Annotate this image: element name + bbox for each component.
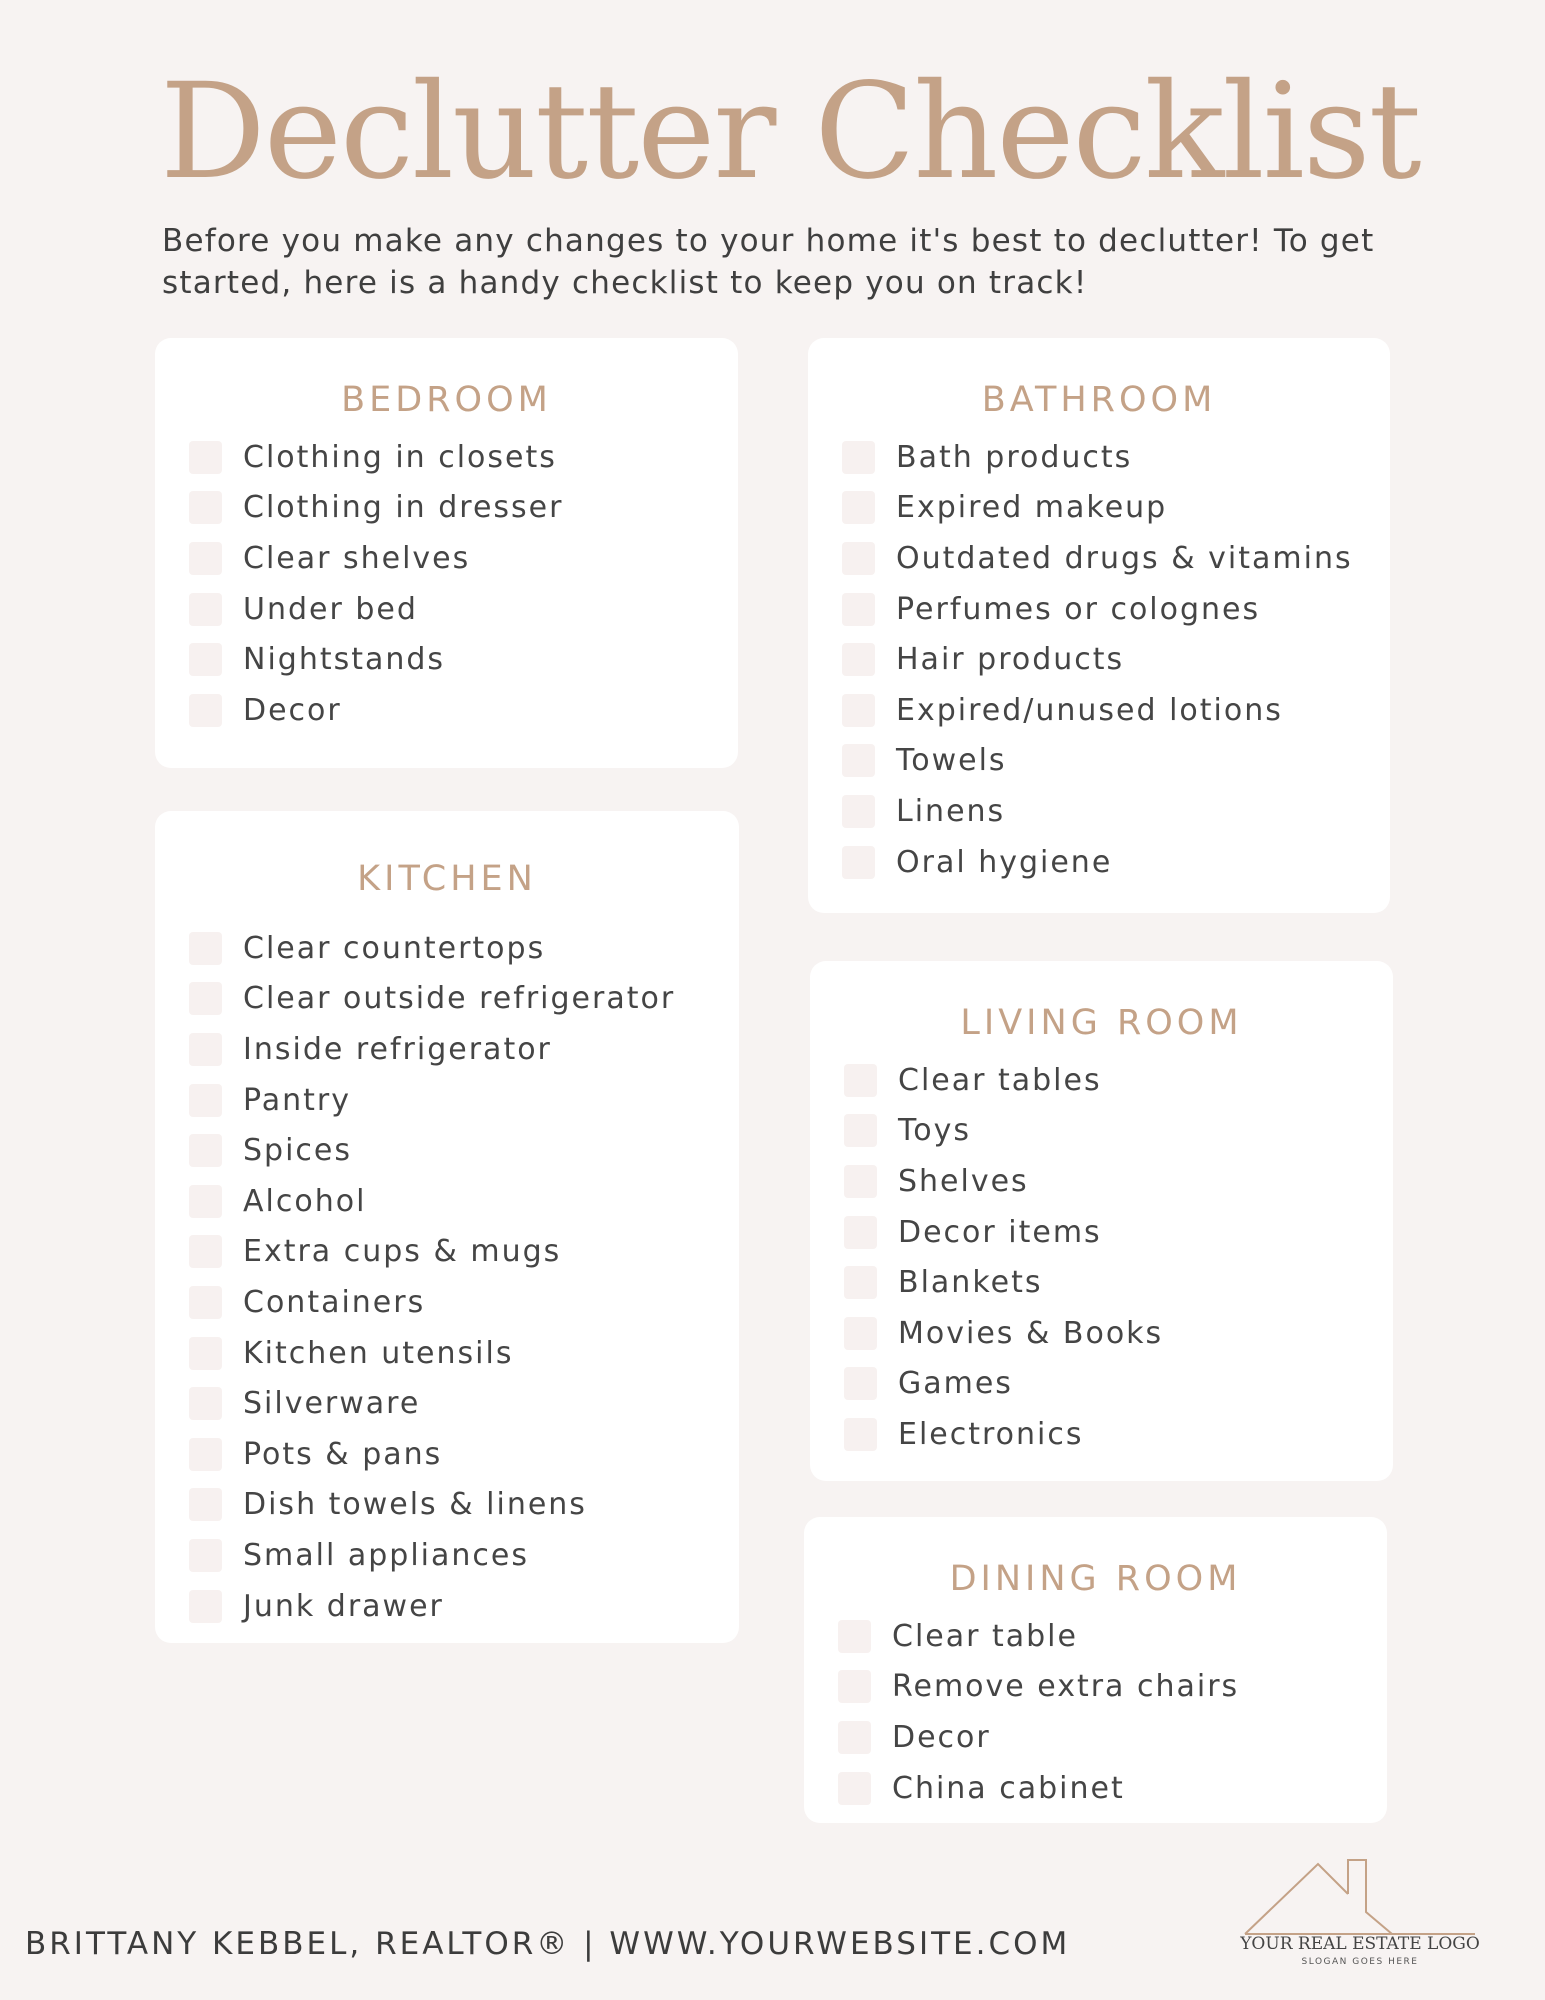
- checklist-item-label: Clothing in dresser: [243, 490, 564, 526]
- checkbox[interactable]: [189, 1084, 222, 1117]
- checklist-item-label: Pots & pans: [243, 1436, 443, 1472]
- checklist-item[interactable]: [844, 1106, 1163, 1157]
- checklist-item[interactable]: [842, 837, 1353, 888]
- checkbox[interactable]: [189, 1539, 222, 1572]
- checklist-item[interactable]: [844, 1308, 1163, 1359]
- checklist-item[interactable]: [189, 1328, 675, 1379]
- checklist-item[interactable]: [189, 483, 563, 534]
- dining-room-card: [804, 1517, 1387, 1823]
- checklist-item[interactable]: [189, 1176, 675, 1227]
- checklist-item-label: Under bed: [243, 591, 418, 627]
- checkbox[interactable]: [189, 932, 222, 965]
- section-heading: BEDROOM: [341, 380, 552, 420]
- checklist-item[interactable]: [844, 1359, 1163, 1410]
- checkbox[interactable]: [189, 441, 222, 474]
- checklist-item-label: Clear table: [892, 1618, 1078, 1654]
- checklist-item[interactable]: [844, 1409, 1163, 1460]
- checklist-item[interactable]: [844, 1257, 1163, 1308]
- checkbox[interactable]: [189, 1134, 222, 1167]
- checklist-item[interactable]: [838, 1611, 1239, 1662]
- checkbox[interactable]: [838, 1772, 871, 1805]
- checklist-item[interactable]: [844, 1156, 1163, 1207]
- checkbox[interactable]: [842, 593, 875, 626]
- checklist-item-label: Clear outside refrigerator: [243, 981, 676, 1017]
- checkbox[interactable]: [189, 982, 222, 1015]
- page-title: Declutter Checklist: [160, 55, 1420, 209]
- checklist-item-label: Shelves: [898, 1163, 1029, 1199]
- checklist-item-label: Movies & Books: [898, 1315, 1164, 1351]
- checklist-item[interactable]: [838, 1763, 1239, 1814]
- checklist: [189, 923, 675, 1631]
- checkbox[interactable]: [189, 1286, 222, 1319]
- checkbox[interactable]: [189, 542, 222, 575]
- logo-slogan: SLOGAN GOES HERE: [1301, 1957, 1419, 1967]
- checklist-item-label: Games: [898, 1366, 1013, 1402]
- checklist-item[interactable]: [189, 634, 563, 685]
- checklist-item[interactable]: [189, 1378, 675, 1429]
- checklist: [838, 1611, 1239, 1813]
- checklist-item-label: Perfumes or colognes: [896, 591, 1261, 627]
- checkbox[interactable]: [838, 1670, 871, 1703]
- checklist-item-label: Inside refrigerator: [243, 1031, 552, 1067]
- checklist-item[interactable]: [842, 584, 1353, 635]
- checklist-item-label: Clear countertops: [243, 930, 546, 966]
- checklist-item[interactable]: [189, 1277, 675, 1328]
- checklist-item[interactable]: [842, 736, 1353, 787]
- checklist-item-label: Pantry: [243, 1082, 351, 1118]
- checklist-item[interactable]: [842, 432, 1353, 483]
- checklist: [844, 1055, 1163, 1460]
- checkbox[interactable]: [844, 1165, 877, 1198]
- checklist-item-label: Clear shelves: [243, 540, 471, 576]
- checklist-item-label: Clothing in closets: [243, 439, 557, 475]
- checkbox[interactable]: [842, 542, 875, 575]
- checklist-item-label: Blankets: [898, 1265, 1043, 1301]
- checklist-item[interactable]: [189, 923, 675, 974]
- checklist-item-label: Dish towels & linens: [243, 1487, 587, 1523]
- checklist-item-label: Extra cups & mugs: [243, 1234, 562, 1270]
- checklist-item[interactable]: [189, 1530, 675, 1581]
- checkbox[interactable]: [844, 1367, 877, 1400]
- checklist-item[interactable]: [842, 685, 1353, 736]
- checkbox[interactable]: [189, 1337, 222, 1370]
- checklist-item[interactable]: [189, 1227, 675, 1278]
- checklist-item[interactable]: [189, 1480, 675, 1531]
- checklist-item[interactable]: [189, 584, 563, 635]
- checkbox[interactable]: [842, 491, 875, 524]
- checklist-item[interactable]: [189, 1075, 675, 1126]
- checklist-item-label: Kitchen utensils: [243, 1335, 514, 1371]
- checklist-item-label: Hair products: [896, 642, 1125, 678]
- logo-name: YOUR REAL ESTATE LOGO: [1240, 1934, 1480, 1954]
- checkbox[interactable]: [842, 846, 875, 879]
- checklist-item-label: Expired makeup: [896, 490, 1168, 526]
- checkbox[interactable]: [838, 1721, 871, 1754]
- checkbox[interactable]: [842, 694, 875, 727]
- checklist-item-label: Small appliances: [243, 1537, 529, 1573]
- checklist-item-label: Decor: [892, 1719, 991, 1755]
- checkbox[interactable]: [844, 1216, 877, 1249]
- bathroom-card: [808, 338, 1390, 913]
- checklist-item[interactable]: [842, 786, 1353, 837]
- footer-contact: BRITTANY KEBBEL, REALTOR® | WWW.YOURWEBSITE.COM: [25, 1926, 1071, 1962]
- checkbox[interactable]: [842, 795, 875, 828]
- checklist-item[interactable]: [189, 1581, 675, 1632]
- checklist: [189, 432, 563, 736]
- section-heading: LIVING ROOM: [960, 1003, 1243, 1043]
- checklist-item[interactable]: [189, 533, 563, 584]
- bedroom-card: [155, 338, 738, 768]
- checklist-item[interactable]: [844, 1207, 1163, 1258]
- checklist-item-label: Spices: [243, 1133, 353, 1169]
- checkbox[interactable]: [189, 643, 222, 676]
- section-heading: DINING ROOM: [949, 1559, 1242, 1599]
- intro-text: Before you make any changes to your home it's best to declutter! To get started, here is a handy checklist to keep you on track!: [162, 223, 1375, 301]
- checklist-item-label: Outdated drugs & vitamins: [896, 540, 1353, 576]
- checklist-item-label: Remove extra chairs: [892, 1669, 1240, 1705]
- checklist-item[interactable]: [189, 1024, 675, 1075]
- checklist-item-label: Nightstands: [243, 642, 446, 678]
- checklist-item[interactable]: [189, 432, 563, 483]
- checklist-item-label: Linens: [896, 793, 1006, 829]
- checklist-item-label: Silverware: [243, 1386, 421, 1422]
- checklist-item-label: Towels: [896, 743, 1007, 779]
- checklist-item[interactable]: [838, 1662, 1239, 1713]
- section-heading: KITCHEN: [357, 859, 537, 899]
- kitchen-card: [155, 811, 739, 1643]
- checkbox[interactable]: [842, 441, 875, 474]
- checklist-item-label: Decor: [243, 692, 342, 728]
- checkbox[interactable]: [189, 1387, 222, 1420]
- checklist-item[interactable]: [189, 974, 675, 1025]
- checklist-item-label: Alcohol: [243, 1183, 367, 1219]
- checkbox[interactable]: [844, 1114, 877, 1147]
- checkbox[interactable]: [844, 1317, 877, 1350]
- checkbox[interactable]: [189, 1235, 222, 1268]
- checklist-item[interactable]: [842, 634, 1353, 685]
- checkbox[interactable]: [842, 744, 875, 777]
- checkbox[interactable]: [844, 1418, 877, 1451]
- checklist-item-label: Expired/unused lotions: [896, 692, 1283, 728]
- checklist-item-label: Containers: [243, 1284, 426, 1320]
- checklist-item-label: Bath products: [896, 439, 1133, 475]
- checkbox[interactable]: [189, 1438, 222, 1471]
- checkbox[interactable]: [189, 694, 222, 727]
- checklist-item-label: Toys: [898, 1113, 971, 1149]
- checkbox[interactable]: [189, 1033, 222, 1066]
- living-room-card: [810, 961, 1393, 1481]
- checklist-item[interactable]: [189, 685, 563, 736]
- checklist-item-label: Clear tables: [898, 1062, 1102, 1098]
- checkbox[interactable]: [844, 1064, 877, 1097]
- checklist-item-label: Oral hygiene: [896, 844, 1113, 880]
- checkbox[interactable]: [838, 1620, 871, 1653]
- checkbox[interactable]: [189, 491, 222, 524]
- checklist-item-label: China cabinet: [892, 1770, 1125, 1806]
- checkbox[interactable]: [189, 1488, 222, 1521]
- checklist-item[interactable]: [189, 1125, 675, 1176]
- checklist-item[interactable]: [842, 483, 1353, 534]
- checkbox[interactable]: [189, 1590, 222, 1623]
- section-heading: BATHROOM: [981, 380, 1217, 420]
- checklist-item-label: Decor items: [898, 1214, 1102, 1250]
- checklist-item-label: Electronics: [898, 1416, 1084, 1452]
- checkbox[interactable]: [842, 643, 875, 676]
- checklist-item-label: Junk drawer: [243, 1588, 444, 1624]
- checklist-item[interactable]: [844, 1055, 1163, 1106]
- logo: [1240, 1846, 1480, 1974]
- checkbox[interactable]: [189, 593, 222, 626]
- checkbox[interactable]: [844, 1266, 877, 1299]
- checklist-item[interactable]: [842, 533, 1353, 584]
- checklist: [842, 432, 1353, 887]
- checkbox[interactable]: [189, 1185, 222, 1218]
- checklist-item[interactable]: [189, 1429, 675, 1480]
- checklist-item[interactable]: [838, 1712, 1239, 1763]
- house-logo-icon: [1240, 1846, 1480, 1936]
